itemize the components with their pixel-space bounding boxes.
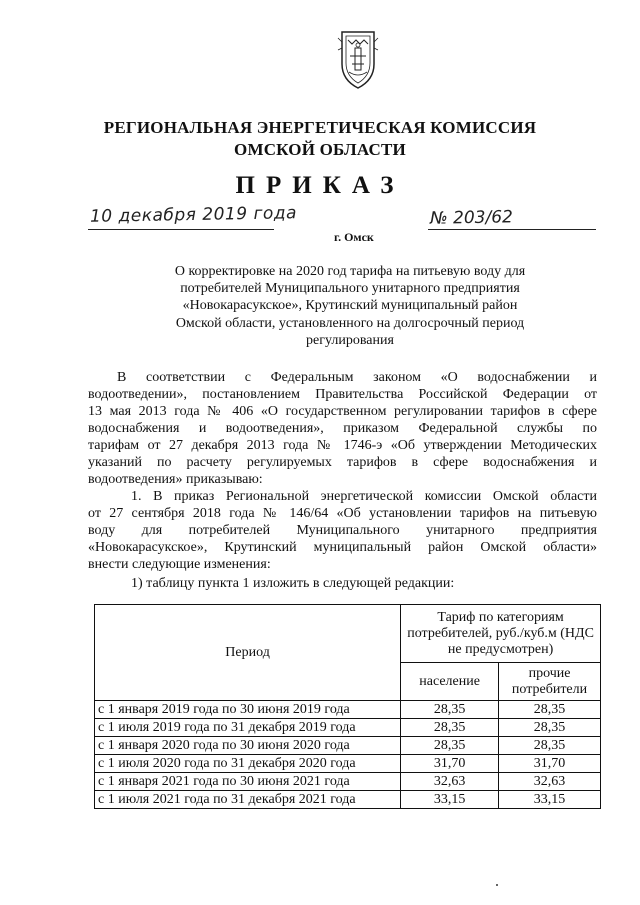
other-consumers-header: прочие потребители (499, 663, 601, 701)
table-row (95, 773, 601, 791)
preamble-line: водоснабжения и водоотведения», приказом Федеральной службы по (88, 421, 597, 436)
organization-name-line1: РЕГИОНАЛЬНАЯ ЭНЕРГЕТИЧЕСКАЯ КОМИССИЯ (103, 118, 537, 137)
period-header: Период (95, 605, 401, 701)
preamble-line: указаний по расчету регулируемых тарифов в сфере водоснабжения и (88, 455, 597, 470)
other-tariff-cell: 28,35 (499, 701, 601, 719)
other-tariff-cell: 28,35 (499, 737, 601, 755)
preamble-line: водоотведении», постановлением Правительства Российской Федерации от (88, 387, 597, 402)
item1-line: внести следующие изменения: (88, 557, 271, 572)
period-cell: с 1 января 2019 года по 30 июня 2019 года (95, 701, 401, 719)
table-row (95, 701, 601, 719)
subject-line: Омской области, установленного на долгосрочный период (175, 315, 525, 331)
handwritten-date: 10 декабря 2019 года (89, 203, 298, 227)
other-tariff-cell: 31,70 (499, 755, 601, 773)
subject-line: О корректировке на 2020 год тарифа на питьевую воду для (174, 264, 526, 279)
other-tariff-cell: 32,63 (499, 773, 601, 791)
order-subject (140, 263, 560, 349)
city-label: г. Омск (334, 230, 374, 244)
other-tariff-cell: 28,35 (499, 719, 601, 737)
handwritten-order-number: № 203/62 (429, 207, 514, 229)
preamble-line: В соответствии с Федеральным законом «О водоснабжении и (117, 370, 597, 385)
item1-line: воду для потребителей Муниципального унитарного предприятия (88, 523, 597, 538)
preamble-line: тарифам от 27 декабря 2013 года № 1746-э «Об утверждении Методических (88, 438, 597, 453)
period-cell: с 1 января 2021 года по 30 июня 2021 года (95, 773, 401, 791)
date-underline (88, 229, 274, 230)
table-row (95, 719, 601, 737)
population-tariff-cell: 33,15 (401, 791, 499, 809)
number-underline (428, 229, 596, 230)
item1-line: «Новокарасукское», Крутинский муниципальный район Омской области» (88, 540, 597, 555)
other-tariff-cell: 33,15 (499, 791, 601, 809)
preamble-line: 13 мая 2013 года № 406 «О государственном регулировании тарифов в сфере (88, 404, 597, 419)
item1-line: от 27 сентября 2018 года № 146/64 «Об установлении тарифов на питьевую (88, 506, 597, 521)
table-row (95, 737, 601, 755)
subject-line: потребителей Муниципального унитарного предприятия (180, 281, 520, 297)
subitem1-line: 1) таблицу пункта 1 изложить в следующей редакции: (131, 576, 455, 591)
period-cell: с 1 июля 2021 года по 31 декабря 2021 года (95, 791, 401, 809)
population-tariff-cell: 28,35 (401, 737, 499, 755)
tariff-table (94, 604, 601, 809)
period-cell: с 1 января 2020 года по 30 июня 2020 года (95, 737, 401, 755)
population-tariff-cell: 28,35 (401, 701, 499, 719)
preamble-line: водоотведения» приказываю: (88, 472, 263, 487)
subject-line: «Новокарасукское», Крутинский муниципальный район (182, 298, 518, 314)
tariff-header: Тариф по категориям потребителей, руб./куб.м (НДС не предусмотрен) (401, 605, 601, 663)
organization-name-line2: ОМСКОЙ ОБЛАСТИ (234, 140, 406, 159)
subject-line: регулирования (306, 332, 394, 348)
period-cell: с 1 июля 2019 года по 31 декабря 2019 года (95, 719, 401, 737)
population-tariff-cell: 31,70 (401, 755, 499, 773)
document-type-title: ПРИКАЗ (235, 172, 405, 199)
scan-speck (496, 884, 498, 886)
coat-of-arms-emblem (334, 30, 382, 90)
period-cell: с 1 июля 2020 года по 31 декабря 2020 года (95, 755, 401, 773)
table-header-row (95, 605, 601, 663)
table-row (95, 791, 601, 809)
population-tariff-cell: 32,63 (401, 773, 499, 791)
population-tariff-cell: 28,35 (401, 719, 499, 737)
item1-line: 1. В приказ Региональной энергетической комиссии Омской области (131, 489, 597, 504)
table-row (95, 755, 601, 773)
population-header: население (401, 663, 499, 701)
